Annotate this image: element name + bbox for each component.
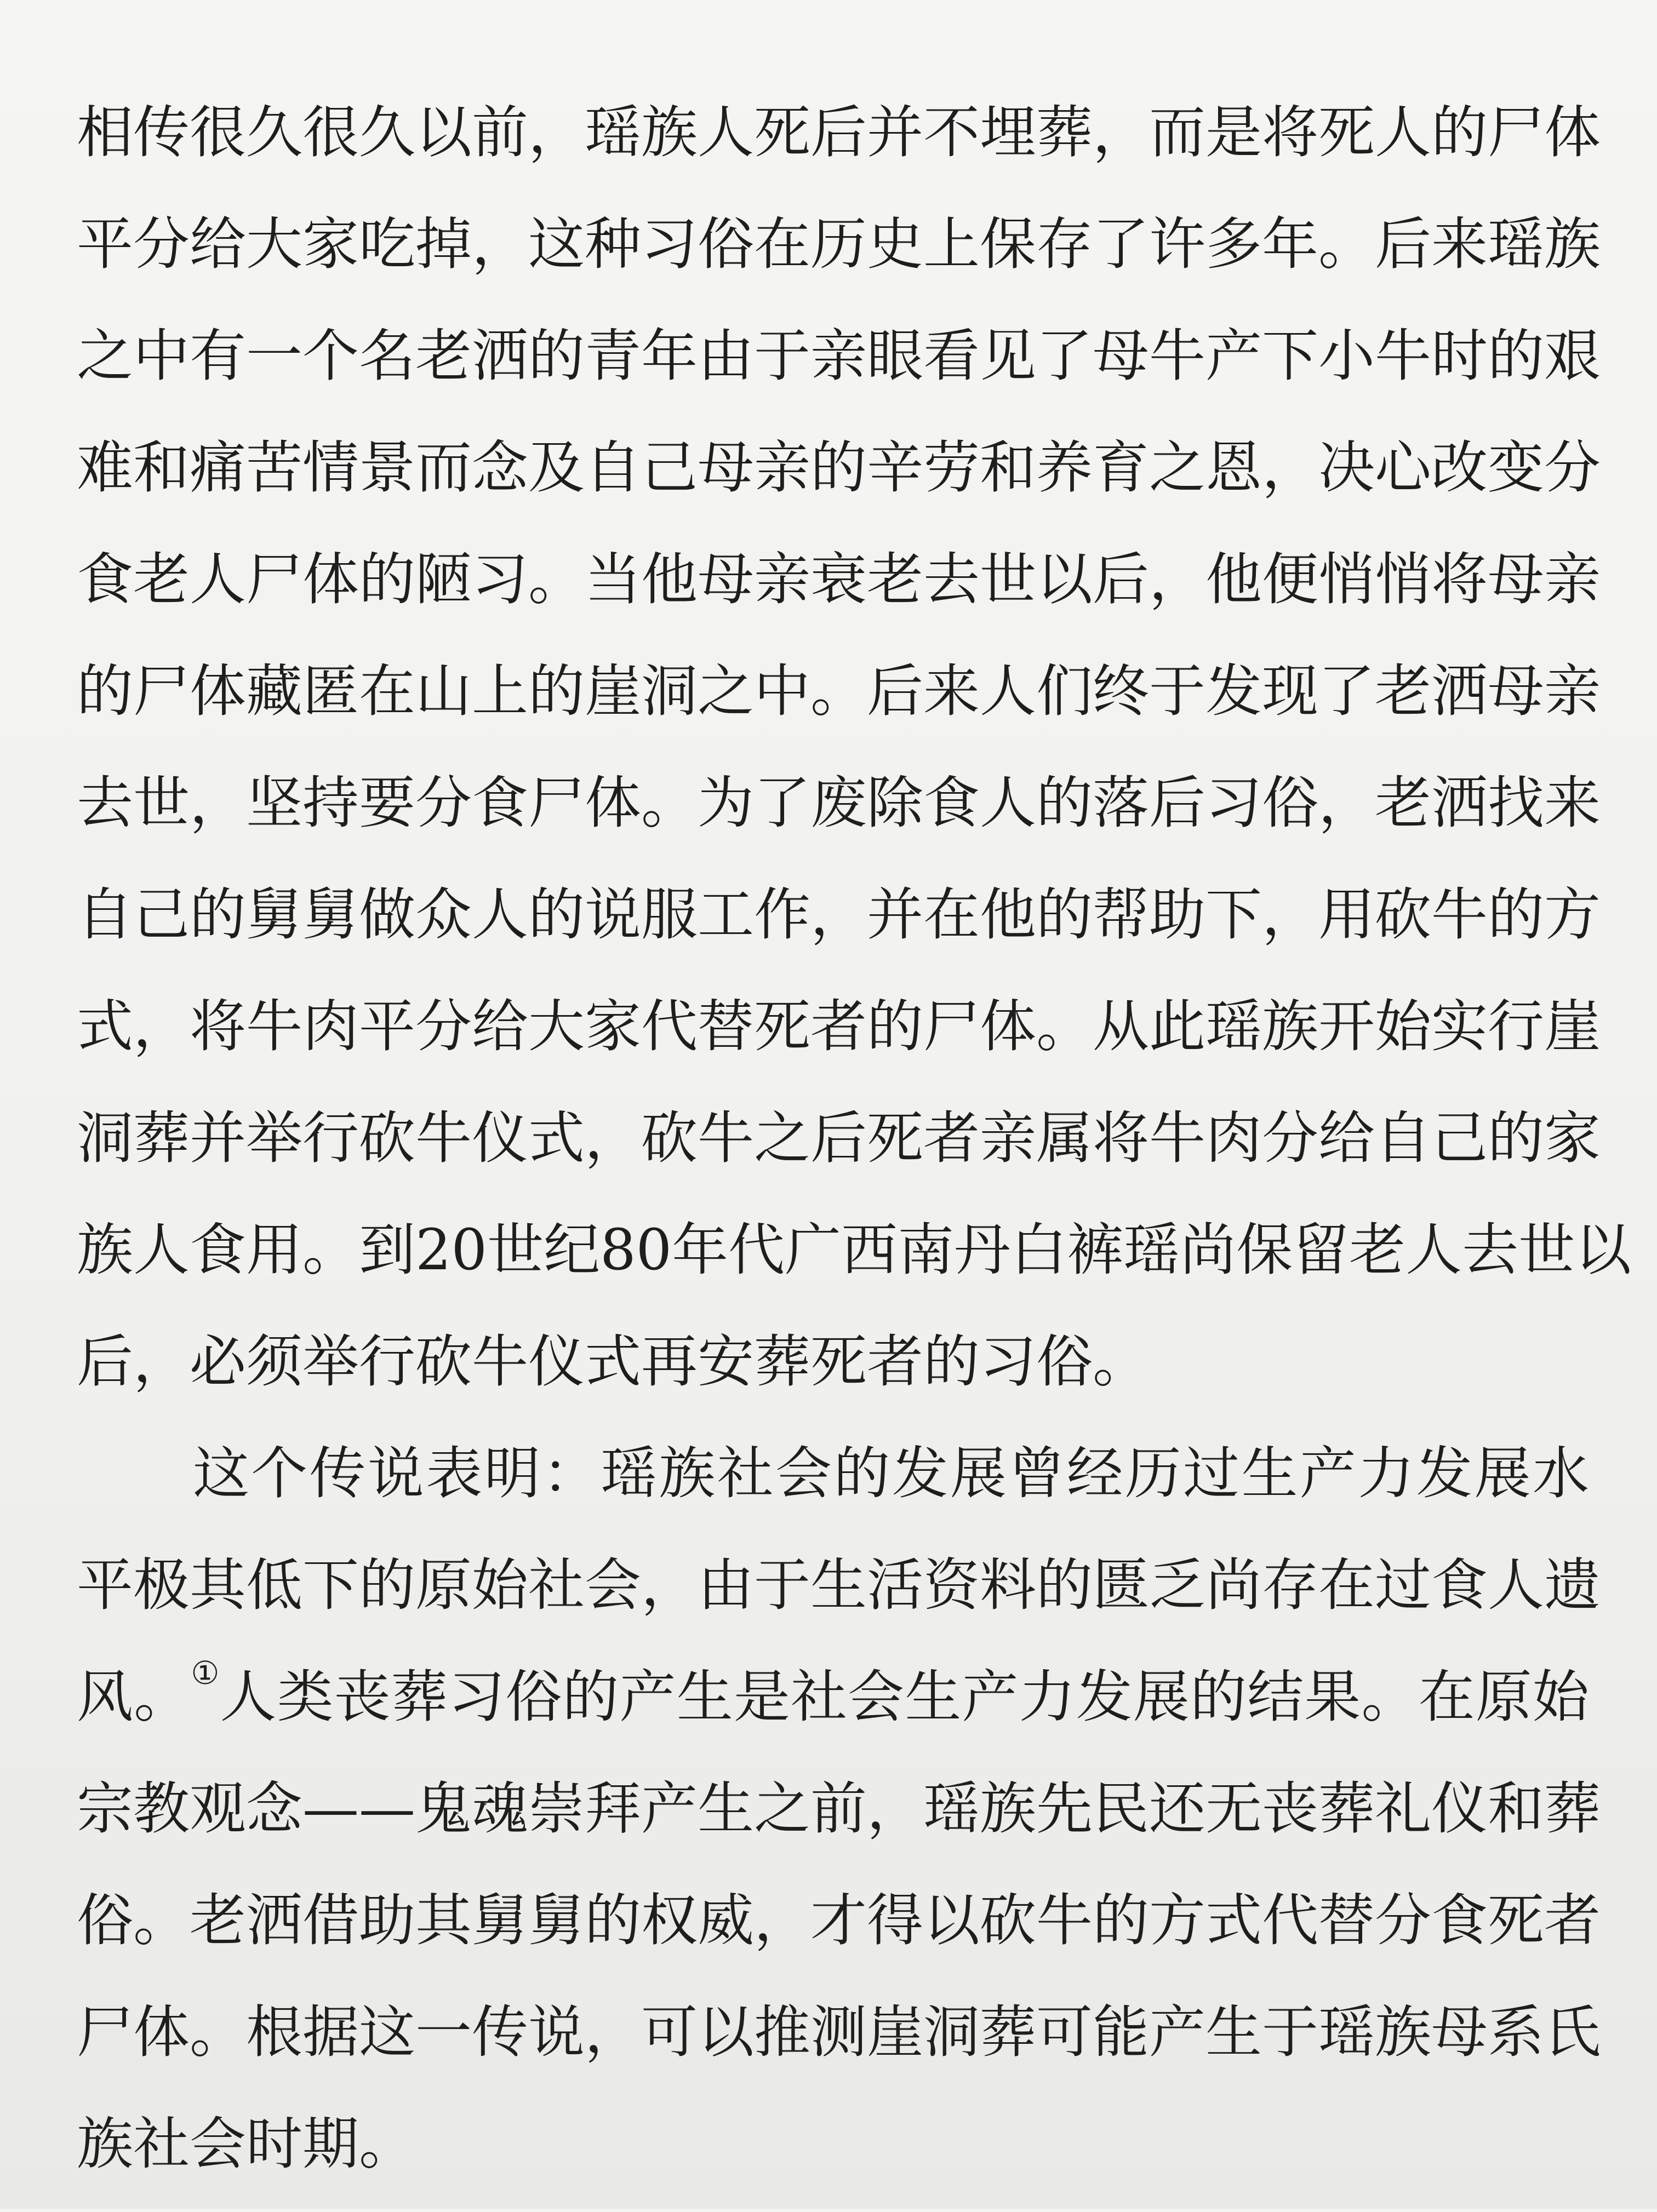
text-line: 去世，坚持要分食尸体。为了废除食人的落后习俗，老洒找来 [77, 770, 1601, 836]
text-line: 自己的舅舅做众人的说服工作，并在他的帮助下，用砍牛的方 [77, 882, 1601, 948]
text-line: 宗教观念——鬼魂崇拜产生之前，瑶族先民还无丧葬礼仪和葬 [77, 1776, 1601, 1842]
text-line: 后，必须举行砍牛仪式再安葬死者的习俗。 [77, 1329, 1149, 1395]
footnote-marker[interactable]: ① [191, 1654, 220, 1692]
text-line: 尸体。根据这一传说，可以推测崖洞葬可能产生于瑶族母系氏 [77, 1999, 1601, 2065]
text-line: 相传很久很久以前，瑶族人死后并不埋葬，而是将死人的尸体 [77, 100, 1601, 165]
body-text [77, 89, 1632, 2212]
text-line: 平极其低下的原始社会，由于生活资料的匮乏尚存在过食人遗 [77, 1552, 1601, 1618]
text-line: 俗。老洒借助其舅舅的权威，才得以砍牛的方式代替分食死者 [77, 1888, 1601, 1953]
text-line: 族人食用。到20世纪80年代广西南丹白裤瑶尚保留老人去世以 [77, 1217, 1632, 1283]
text-line: 族社会时期。 [77, 2111, 415, 2177]
paragraph-first-line: 这个传说表明：瑶族社会的发展曾经历过生产力发展水 [193, 1441, 1589, 1506]
text-line: 难和痛苦情景而念及自己母亲的辛劳和养育之恩，决心改变分 [77, 435, 1601, 501]
text-line-with-footnote [77, 1653, 1589, 1765]
text-fragment: 风。 [77, 1664, 191, 1730]
text-line: 的尸体藏匿在山上的崖洞之中。后来人们终于发现了老洒母亲 [77, 658, 1601, 724]
text-line: 式，将牛肉平分给大家代替死者的尸体。从此瑶族开始实行崖 [77, 994, 1601, 1059]
text-line: 之中有一个名老洒的青年由于亲眼看见了母牛产下小牛时的艰 [77, 323, 1601, 389]
text-line: 平分给大家吃掉，这种习俗在历史上保存了许多年。后来瑶族 [77, 211, 1601, 277]
text-line: 食老人尸体的陋习。当他母亲衰老去世以后，他便悄悄将母亲 [77, 547, 1601, 612]
text-line: 洞葬并举行砍牛仪式，砍牛之后死者亲属将牛肉分给自己的家 [77, 1105, 1601, 1171]
text-fragment: 人类丧葬习俗的产生是社会生产力发展的结果。在原始 [220, 1664, 1590, 1730]
